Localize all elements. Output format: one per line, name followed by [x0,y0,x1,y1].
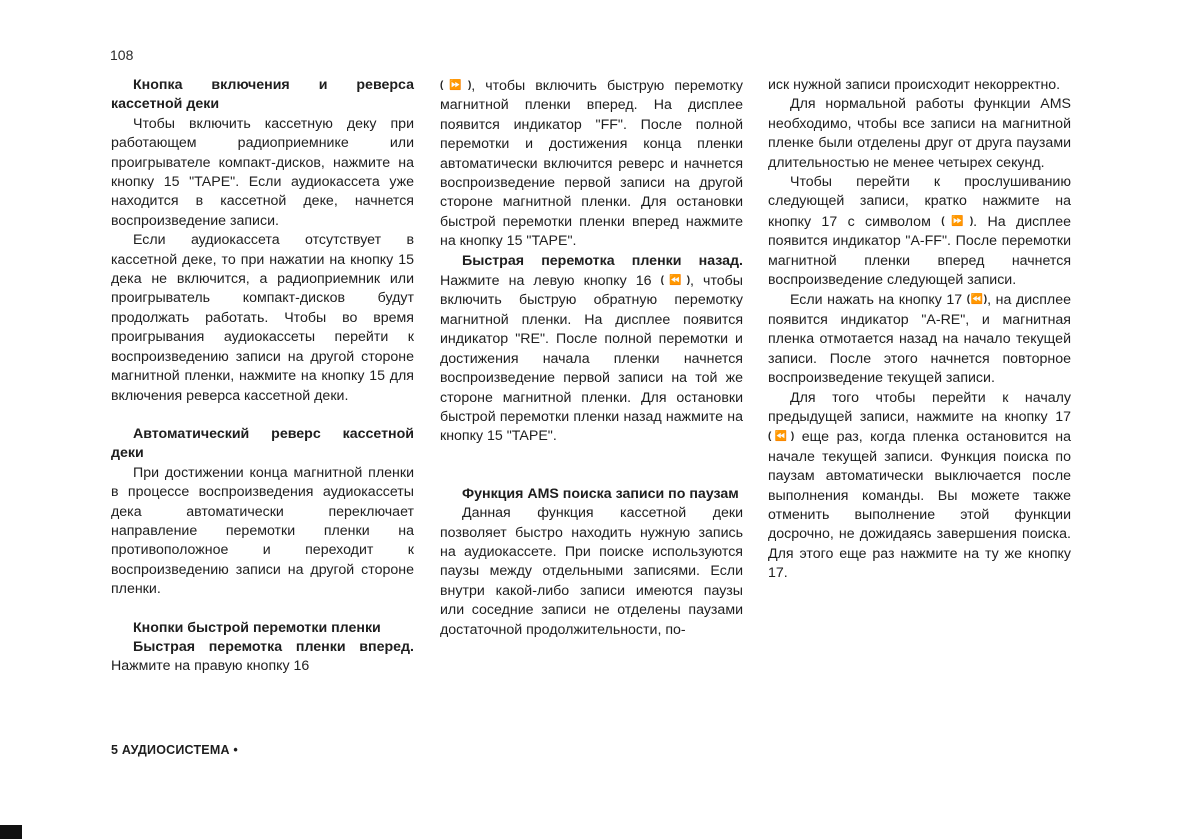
paragraph: При достижении конца магнитной пленки в процессе воспроизведения аудиокассеты дека автоматически переключает направление перемотки пленки на противоположное и переходит к воспроизведению записи на другой стороне пленки. [111,464,414,598]
fast-forward-icon: (⏩) [440,80,472,91]
rewind-icon: (⏪) [768,431,795,443]
section-heading-auto-reverse: Автоматический реверс кассетной деки [111,425,414,462]
lead-in-bold: Быстрая перемотка пленки вперед. [133,638,414,655]
rewind-icon: (⏪) [966,294,988,306]
paragraph-text: Чтобы перейти к прослушиванию следующей записи, кратко нажмите на кнопку 17 с символом [768,174,1071,230]
text-column-2 [440,76,743,640]
paragraph-text: еще раз, когда пленка остановится на начале текущей записи. Функция поиска по паузам автоматически выключается после выполнения команды. Вы можете также отменить выполнение этой функции досрочно, не дожидаясь завершения поиска. Для этого еще раз нажмите на ту же кнопку 17. [768,429,1071,582]
paragraph-text: , чтобы включить быструю обратную перемотку магнитной пленки. На дисплее появится индикатор "RE". После полной перемотки и достижения начала пленки начнется воспроизведение первой записи на той же стороне магнитной пленки. Для остановки быстрой перемотки пленки назад нажмите на кнопку 15 "TAPE". [440,273,743,445]
paragraph [768,389,1071,584]
section-heading-fast-wind: Кнопки быстрой перемотки пленки [133,619,381,636]
fast-forward-icon: (⏩) [941,215,974,227]
text-column-1 [111,76,414,677]
page-number: 108 [110,47,134,63]
paragraph: Чтобы включить кассетную деку при работающем радиоприемнике или проигрывателе компакт-дисков, нажмите на кнопку 15 "TAPE". Если аудиокассета уже находится в кассетной деке, начнется воспроизведение записи. [111,115,414,229]
text-column-3 [768,76,1071,584]
paragraph [768,173,1071,290]
paragraph [440,76,743,252]
lead-in-bold: Быстрая перемотка пленки назад. [462,252,743,269]
paragraph-text: Нажмите на правую кнопку 16 [111,658,310,675]
paragraph-text: Нажмите на левую кнопку 16 [440,273,652,290]
section-footer-label: 5 АУДИОСИСТЕМА • [111,743,238,757]
paragraph-text: . На дисплее появится индикатор "A-FF". После перемотки магнитной пленки вперед начнется воспроизведение следующей записи. [768,213,1071,289]
section-heading-ams: Функция AMS поиска записи по паузам [462,485,739,502]
rewind-icon: (⏪) [660,275,691,287]
paragraph: Если аудиокассета отсутствует в кассетной деке, то при нажатии на кнопку 15 дека не включится, а радиоприемник или проигрыватель компакт-дисков будут продолжать работать. Чтобы во время проигрывания аудиокассеты перейти к воспроизведению записи на другой стороне магнитной пленки, нажмите на кнопку 15 для включения реверса кассетной деки. [111,232,414,404]
paragraph-text: Для того чтобы перейти к началу предыдущей записи, нажмите на кнопку 17 [768,389,1071,425]
paragraph [111,638,414,677]
scan-edge-mark [0,825,22,839]
paragraph: иск нужной записи происходит некорректно. [768,77,1061,93]
paragraph: Данная функция кассетной деки позволяет быстро находить нужную запись на аудиокассете. При поиске используются паузы между отдельными записями. Если внутри какой-либо записи имеются паузы или соседние записи не отделены паузами достаточной продолжительности, по- [440,505,743,638]
section-heading-cassette-button: Кнопка включения и реверса кассетной деки [111,77,414,113]
paragraph: Для нормальной работы функции AMS необходимо, чтобы все записи на магнитной пленке были отделены друг от друга паузами длительностью не менее четырех секунд. [768,96,1071,171]
paragraph-text: , чтобы включить быструю перемотку магнитной пленки вперед. На дисплее появится индикатор "FF". После полной перемотки и достижения конца пленки автоматически включится реверс и начнется воспроизведение первой записи на другой стороне магнитной пленки. Для остановки быстрой перемотки пленки вперед нажмите на кнопку 15 "TAPE". [440,78,743,250]
paragraph [768,290,1071,388]
paragraph [440,252,743,447]
paragraph-text: , на дисплее появится индикатор "A-RE", и магнитная пленка отмотается назад на начало текущей записи. После этого начнется повторное воспроизведение текущей записи. [768,292,1071,387]
paragraph-text: Если нажать на кнопку 17 [790,292,963,309]
